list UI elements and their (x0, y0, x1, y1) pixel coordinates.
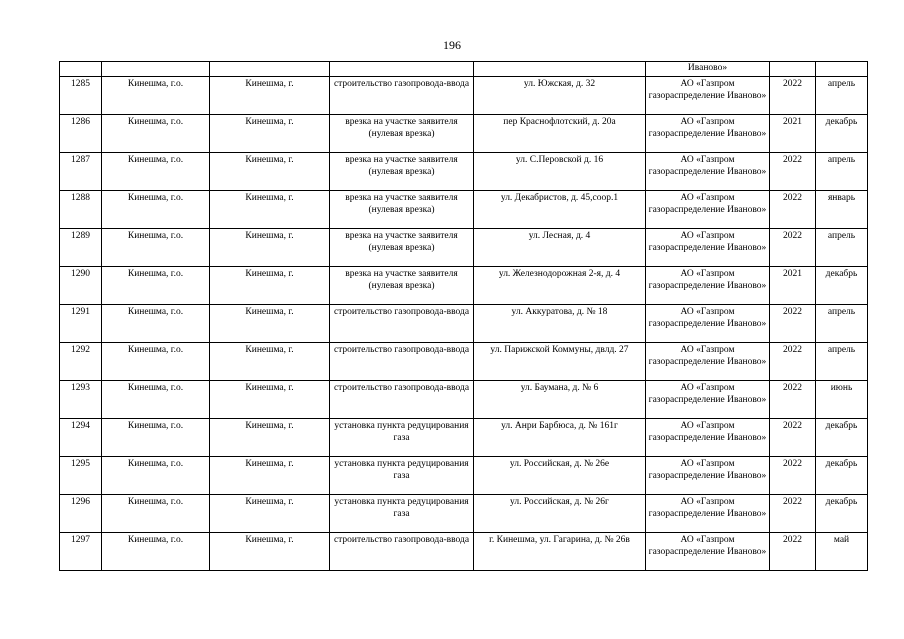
gas-connection-table (59, 61, 868, 571)
continued-row (60, 62, 868, 77)
cell-settlement: Кинешма, г. (210, 77, 330, 115)
cell-num: 1285 (60, 77, 102, 115)
cell-district: Кинешма, г.о. (102, 267, 210, 305)
cell-address: ул. Аккуратова, д. № 18 (474, 305, 646, 343)
cell-district: Кинешма, г.о. (102, 115, 210, 153)
cell-district: Кинешма, г.о. (102, 191, 210, 229)
cell-org: АО «Газпром газораспределение Иваново» (646, 115, 770, 153)
cell-work: врезка на участке заявителя (нулевая врезка) (330, 229, 474, 267)
cell-work: установка пункта редуцирования газа (330, 495, 474, 533)
cell-address: г. Кинешма, ул. Гагарина, д. № 26в (474, 533, 646, 571)
cell-year: 2022 (770, 457, 816, 495)
cell-address: ул. Парижской Коммуны, двлд. 27 (474, 343, 646, 381)
table-row (60, 533, 868, 571)
cell-org: АО «Газпром газораспределение Иваново» (646, 305, 770, 343)
cell-month: апрель (816, 77, 868, 115)
cell-org: АО «Газпром газораспределение Иваново» (646, 77, 770, 115)
cell-year: 2022 (770, 77, 816, 115)
table-row (60, 419, 868, 457)
cell-num: 1288 (60, 191, 102, 229)
table-body (60, 62, 868, 571)
cell-district: Кинешма, г.о. (102, 305, 210, 343)
cell-year: 2022 (770, 305, 816, 343)
cell-org: АО «Газпром газораспределение Иваново» (646, 419, 770, 457)
cell-num: 1297 (60, 533, 102, 571)
cell-org: АО «Газпром газораспределение Иваново» (646, 153, 770, 191)
cell-work: врезка на участке заявителя (нулевая врезка) (330, 115, 474, 153)
cell-month: декабрь (816, 419, 868, 457)
cell-settlement: Кинешма, г. (210, 191, 330, 229)
table-row (60, 381, 868, 419)
cell-settlement: Кинешма, г. (210, 343, 330, 381)
table-row (60, 115, 868, 153)
cell-district (102, 62, 210, 77)
cell-month: декабрь (816, 267, 868, 305)
cell-num: 1286 (60, 115, 102, 153)
cell-work: строительство газопровода-ввода (330, 77, 474, 115)
cell-year: 2022 (770, 343, 816, 381)
cell-district: Кинешма, г.о. (102, 229, 210, 267)
cell-month: апрель (816, 343, 868, 381)
cell-year (770, 62, 816, 77)
cell-address: ул. С.Перовской д. 16 (474, 153, 646, 191)
cell-address: ул. Южская, д. 32 (474, 77, 646, 115)
cell-district: Кинешма, г.о. (102, 77, 210, 115)
cell-settlement (210, 62, 330, 77)
cell-settlement: Кинешма, г. (210, 267, 330, 305)
cell-org: АО «Газпром газораспределение Иваново» (646, 267, 770, 305)
cell-settlement: Кинешма, г. (210, 115, 330, 153)
cell-district: Кинешма, г.о. (102, 495, 210, 533)
cell-work: строительство газопровода-ввода (330, 305, 474, 343)
cell-address: ул. Железнодорожная 2-я, д. 4 (474, 267, 646, 305)
cell-settlement: Кинешма, г. (210, 419, 330, 457)
cell-address (474, 62, 646, 77)
cell-work: строительство газопровода-ввода (330, 381, 474, 419)
cell-num: 1295 (60, 457, 102, 495)
cell-org: АО «Газпром газораспределение Иваново» (646, 533, 770, 571)
cell-org: Иваново» (646, 62, 770, 77)
cell-num: 1296 (60, 495, 102, 533)
table-row (60, 495, 868, 533)
cell-org: АО «Газпром газораспределение Иваново» (646, 229, 770, 267)
cell-num: 1294 (60, 419, 102, 457)
cell-num: 1292 (60, 343, 102, 381)
cell-year: 2022 (770, 191, 816, 229)
cell-district: Кинешма, г.о. (102, 381, 210, 419)
cell-month: июнь (816, 381, 868, 419)
cell-address: ул. Баумана, д. № 6 (474, 381, 646, 419)
cell-month: декабрь (816, 495, 868, 533)
cell-settlement: Кинешма, г. (210, 495, 330, 533)
cell-year: 2021 (770, 115, 816, 153)
cell-work: врезка на участке заявителя (нулевая врезка) (330, 267, 474, 305)
cell-year: 2022 (770, 229, 816, 267)
cell-settlement: Кинешма, г. (210, 305, 330, 343)
cell-num (60, 62, 102, 77)
cell-settlement: Кинешма, г. (210, 229, 330, 267)
cell-org: АО «Газпром газораспределение Иваново» (646, 495, 770, 533)
cell-num: 1287 (60, 153, 102, 191)
table-row (60, 153, 868, 191)
table-row (60, 229, 868, 267)
cell-work: врезка на участке заявителя (нулевая врезка) (330, 191, 474, 229)
cell-num: 1289 (60, 229, 102, 267)
cell-month: январь (816, 191, 868, 229)
cell-settlement: Кинешма, г. (210, 457, 330, 495)
cell-month: декабрь (816, 457, 868, 495)
table-row (60, 191, 868, 229)
cell-num: 1291 (60, 305, 102, 343)
cell-district: Кинешма, г.о. (102, 457, 210, 495)
cell-address: ул. Российская, д. № 26е (474, 457, 646, 495)
cell-year: 2022 (770, 533, 816, 571)
cell-address: ул. Анри Барбюса, д. № 161г (474, 419, 646, 457)
cell-address: ул. Российская, д. № 26г (474, 495, 646, 533)
table-row (60, 267, 868, 305)
cell-work: установка пункта редуцирования газа (330, 419, 474, 457)
table-row (60, 77, 868, 115)
cell-work: строительство газопровода-ввода (330, 533, 474, 571)
cell-year: 2022 (770, 153, 816, 191)
cell-org: АО «Газпром газораспределение Иваново» (646, 381, 770, 419)
cell-org: АО «Газпром газораспределение Иваново» (646, 191, 770, 229)
cell-address: пер Краснофлотский, д. 20а (474, 115, 646, 153)
cell-address: ул. Декабристов, д. 45,соор.1 (474, 191, 646, 229)
cell-year: 2022 (770, 419, 816, 457)
cell-year: 2022 (770, 495, 816, 533)
cell-month: апрель (816, 153, 868, 191)
cell-month (816, 62, 868, 77)
table-row (60, 305, 868, 343)
cell-num: 1290 (60, 267, 102, 305)
cell-org: АО «Газпром газораспределение Иваново» (646, 457, 770, 495)
cell-org: АО «Газпром газораспределение Иваново» (646, 343, 770, 381)
cell-num: 1293 (60, 381, 102, 419)
table-row (60, 457, 868, 495)
cell-year: 2022 (770, 381, 816, 419)
cell-district: Кинешма, г.о. (102, 419, 210, 457)
cell-month: апрель (816, 305, 868, 343)
cell-month: апрель (816, 229, 868, 267)
cell-work: строительство газопровода-ввода (330, 343, 474, 381)
cell-district: Кинешма, г.о. (102, 343, 210, 381)
cell-work: врезка на участке заявителя (нулевая врезка) (330, 153, 474, 191)
cell-settlement: Кинешма, г. (210, 533, 330, 571)
cell-address: ул. Лесная, д. 4 (474, 229, 646, 267)
page-number: 196 (443, 38, 461, 52)
cell-settlement: Кинешма, г. (210, 153, 330, 191)
cell-year: 2021 (770, 267, 816, 305)
cell-month: декабрь (816, 115, 868, 153)
cell-month: май (816, 533, 868, 571)
table-row (60, 343, 868, 381)
cell-work (330, 62, 474, 77)
cell-district: Кинешма, г.о. (102, 533, 210, 571)
cell-settlement: Кинешма, г. (210, 381, 330, 419)
cell-district: Кинешма, г.о. (102, 153, 210, 191)
cell-work: установка пункта редуцирования газа (330, 457, 474, 495)
